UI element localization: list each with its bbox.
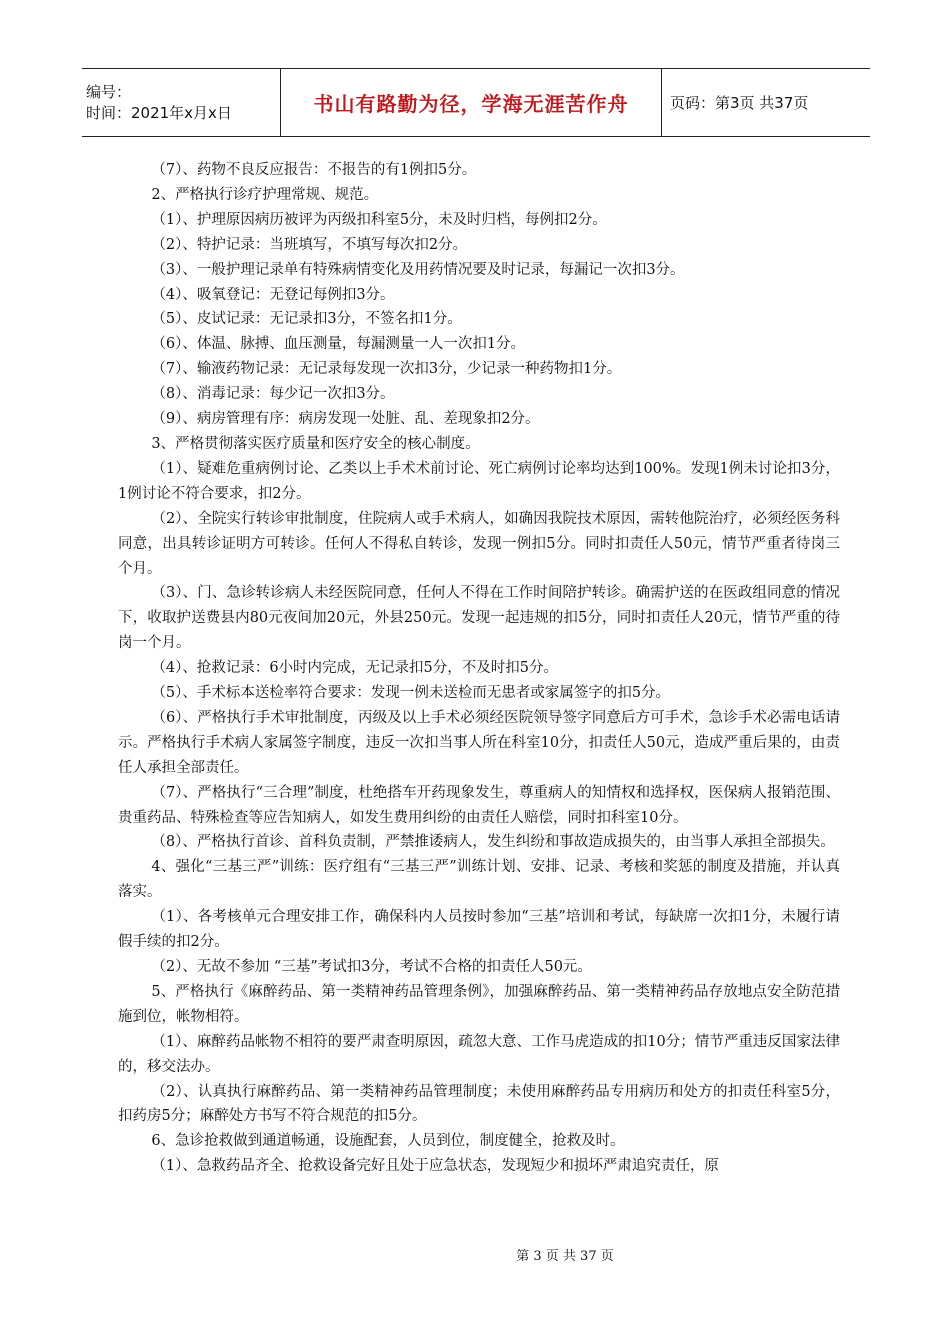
paragraph: （3）、门、急诊转诊病人未经医院同意，任何人不得在工作时间陪护转诊。确需护送的在医政组同意的情况下，收取护送费县内80元夜间加20元，外县250元。发现一起违规的扣5分，同时扣责任人20元，情节严重的待岗一个月。	[118, 585, 840, 652]
paragraph: （6）、严格执行手术审批制度，丙级及以上手术必须经医院领导签字同意后方可手术，急诊手术必需电话请示。严格执行手术病人家属签字制度，违反一次扣当事人所在科室10分，扣责任人50元，造成严重后果的，由责任人承担全部责任。	[118, 709, 840, 776]
paragraph: （2）、无故不参加 “三基”考试扣3分，考试不合格的扣责任人50元。	[151, 959, 592, 975]
paragraph: （1）、急救药品齐全、抢救设备完好且处于应急状态，发现短少和损坏严肃追究责任，原	[151, 1158, 719, 1175]
paragraph: （7）、药物不良反应报告：不报告的有1例扣5分。	[151, 162, 477, 178]
paragraph: （6）、体温、脉搏、血压测量，每漏测量一人一次扣1分。	[151, 336, 526, 353]
header-meta	[82, 69, 281, 136]
paragraph: （9）、病房管理有序：病房发现一处脏、乱、差现象扣2分。	[151, 411, 540, 428]
section-heading: 6、急诊抢救做到通道畅通，设施配套，人员到位，制度健全，抢救及时。	[151, 1133, 625, 1150]
paragraph: （1）、疑难危重病例讨论、乙类以上手术术前讨论、死亡病例讨论率均达到100%。发现1例未讨论扣3分，1例讨论不符合要求，扣2分。	[118, 460, 840, 502]
paragraph: （5）、皮试记录：无记录扣3分，不签名扣1分。	[151, 311, 462, 328]
section-heading: 5、严格执行《麻醉药品、第一类精神药品管理条例》，加强麻醉药品、第一类精神药品存放地点安全防范措施到位，帐物相符。	[118, 983, 840, 1025]
page-header	[82, 68, 870, 137]
document-date: 时间：2021年x月x日	[86, 103, 232, 122]
section-heading: 4、强化“三基三严”训练：医疗组有“三基三严”训练计划、安排、记录、考核和奖惩的制度及措施，并认真落实。	[118, 859, 840, 901]
paragraph: （5）、手术标本送检率符合要求：发现一例未送检而无患者或家属签字的扣5分。	[151, 685, 671, 702]
document-body	[118, 158, 840, 1179]
document-number-label: 编号：	[86, 82, 132, 101]
paragraph: （8）、严格执行首诊、首科负责制，严禁推诿病人，发生纠纷和事故造成损失的，由当事人承担全部损失。	[151, 834, 835, 851]
header-page-info: 页码：第3页 共37页	[670, 94, 809, 112]
section-heading: 3、严格贯彻落实医疗质量和医疗安全的核心制度。	[151, 435, 480, 452]
page-footer: 第 3 页 共 37 页	[516, 1249, 614, 1264]
paragraph: （1）、护理原因病历被评为丙级扣科室5分，未及时归档，每例扣2分。	[151, 211, 607, 228]
paragraph: （1）、麻醉药品帐物不相符的要严肃查明原因，疏忽大意、工作马虎造成的扣10分；情节严重违反国家法律的，移交法办。	[118, 1033, 840, 1075]
paragraph: （2）、全院实行转诊审批制度，住院病人或手术病人，如确因我院技术原因，需转他院治疗，必须经医务科同意，出具转诊证明方可转诊。任何人不得私自转诊，发现一例扣5分。同时扣责任人50元，情节严重者待岗三个月。	[118, 510, 840, 577]
paragraph: （8）、消毒记录：每少记一次扣3分。	[151, 386, 395, 403]
paragraph: （1）、各考核单元合理安排工作，确保科内人员按时参加“三基”培训和考试，每缺席一次扣1分，未履行请假手续的扣2分。	[118, 909, 840, 951]
paragraph: （2）、特护记录：当班填写，不填写每次扣2分。	[151, 236, 468, 253]
header-motto: 书山有路勤为径，学海无涯苦作舟	[281, 69, 662, 136]
section-heading: 2、严格执行诊疗护理常规、规范。	[151, 186, 379, 203]
paragraph: （7）、严格执行“三合理”制度，杜绝搭车开药现象发生，尊重病人的知情权和选择权，医保病人报销范围、贵重药品、特殊检查等应告知病人，如发生费用纠纷的由责任人赔偿，同时扣科室10分。	[118, 784, 840, 826]
paragraph: （2）、认真执行麻醉药品、第一类精神药品管理制度；未使用麻醉药品专用病历和处方的扣责任科室5分，扣药房5分；麻醉处方书写不符合规范的扣5分。	[118, 1083, 840, 1125]
paragraph: （4）、抢救记录：6小时内完成，无记录扣5分，不及时扣5分。	[151, 660, 558, 677]
paragraph: （7）、输液药物记录：无记录每发现一次扣3分，少记录一种药物扣1分。	[151, 361, 622, 378]
paragraph: （4）、吸氧登记：无登记每例扣3分。	[151, 286, 395, 303]
paragraph: （3）、一般护理记录单有特殊病情变化及用药情况要及时记录，每漏记一次扣3分。	[151, 261, 685, 278]
